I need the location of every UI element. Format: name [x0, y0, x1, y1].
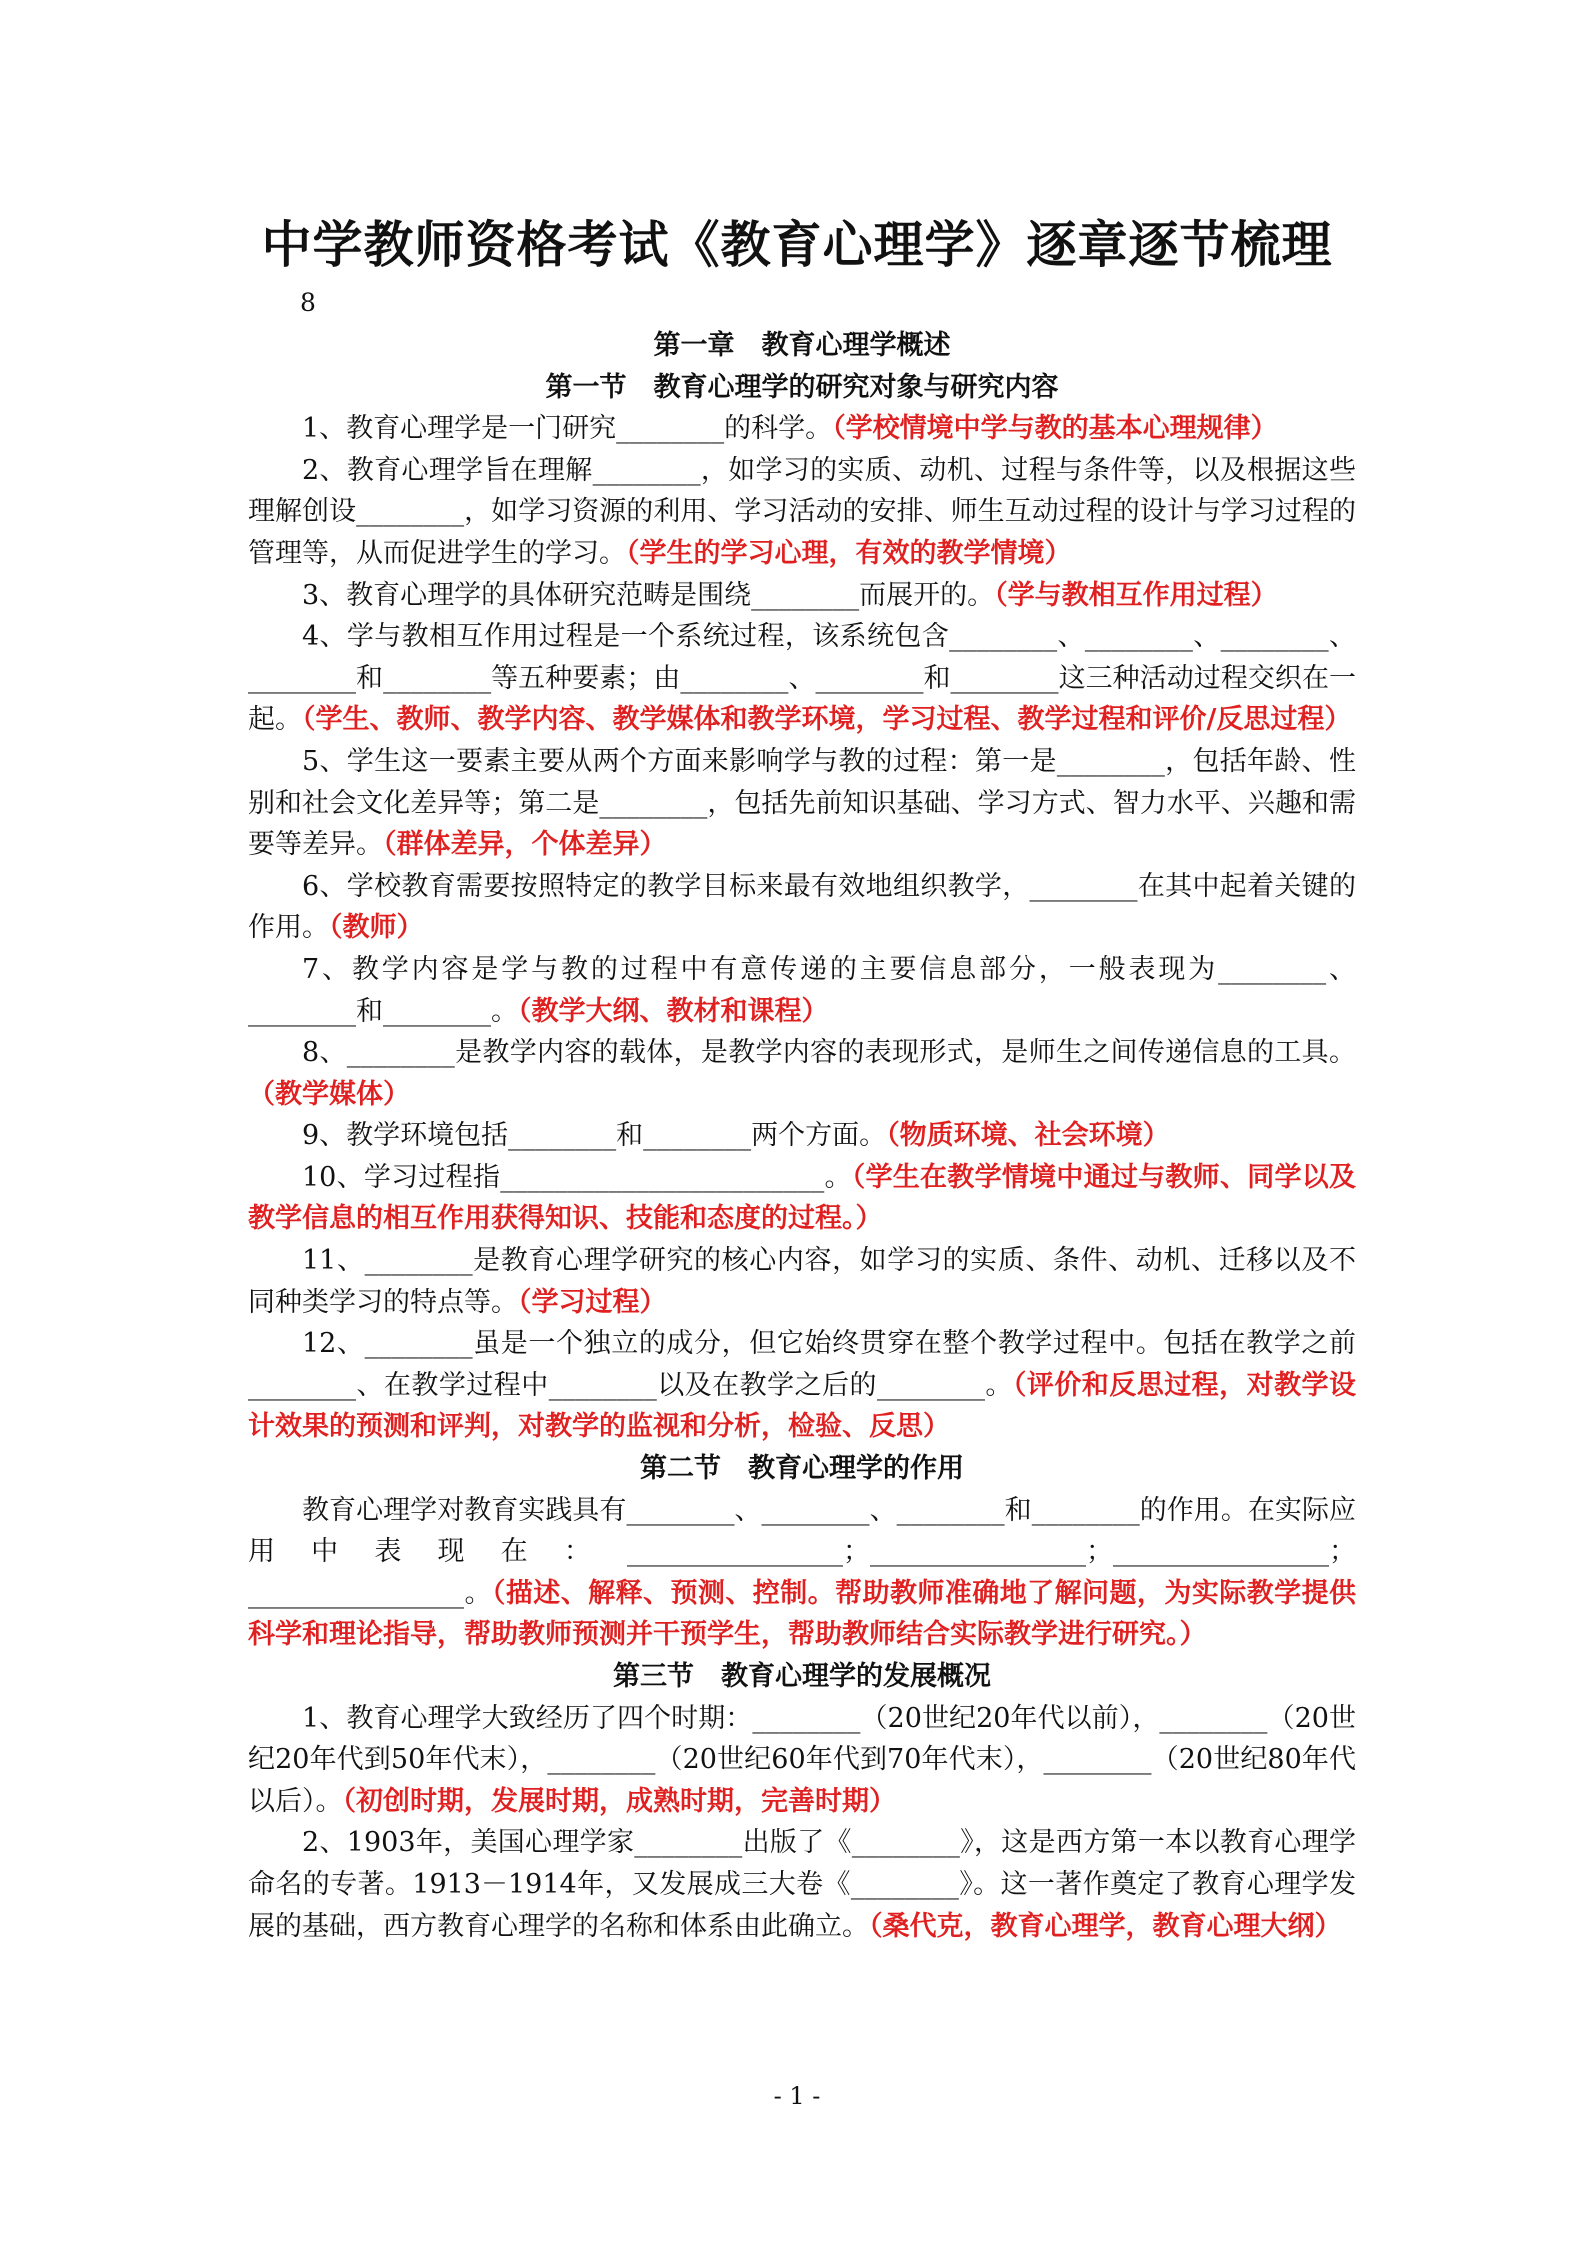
question-text: 2、教育心理学旨在理解________，如学习的实质、动机、过程与条件等，以及根据这些理解创设________，如学习资源的利用、学习活动的安排、师生互动过程的设计与学习过程的管理等，从而促进学生的学习。: [248, 454, 1356, 569]
page-number: - 1 -: [773, 2082, 821, 2110]
answer-text: （教学媒体）: [248, 1078, 410, 1110]
answer-text: （教师）: [329, 912, 424, 944]
question-text: 教育心理学对教育实践具有________、________、________和________的作用。在实际应用中表现在：________________；________________；________________；________________。: [248, 1494, 1356, 1609]
question-item: [248, 1490, 1356, 1656]
question-text: 8、________是教学内容的载体，是教学内容的表现形式，是师生之间传递信息的工具。: [302, 1037, 1356, 1069]
document-body: [248, 325, 1356, 1947]
question-text: 6、学校教育需要按照特定的教学目标来最有效地组织教学，________在其中起着关键的作用。: [248, 870, 1356, 944]
answer-text: （学生、教师、教学内容、教学媒体和教学环境，学习过程、教学过程和评价/反思过程）: [302, 704, 1352, 736]
answer-text: （评价和反思过程，对教学设计效果的预测和评判，对教学的监视和分析，检验、反思）: [248, 1369, 1357, 1443]
question-text: 5、学生这一要素主要从两个方面来影响学与教的过程：第一是________，包括年龄、性别和社会文化差异等；第二是________，包括先前知识基础、学习方式、智力水平、兴趣和需要等差异。: [248, 745, 1356, 861]
question-item: [248, 741, 1356, 866]
answer-text: （物质环境、社会环境）: [886, 1120, 1170, 1152]
question-item: [248, 1032, 1356, 1115]
chapter-heading: 第一章 教育心理学概述: [653, 330, 951, 361]
answer-text: （桑代克，教育心理学，教育心理大纲）: [869, 1910, 1342, 1942]
answer-text: （学生的学习心理，有效的教学情境）: [626, 537, 1072, 569]
question-item: [248, 1157, 1356, 1240]
question-item: [248, 1115, 1356, 1157]
question-text: 9、教学环境包括________和________两个方面。: [302, 1120, 887, 1152]
question-text: 4、学与教相互作用过程是一个系统过程，该系统包含________、________、________、________和________等五种要素；由________、________和________这三种活动过程交织在一起。: [248, 621, 1356, 736]
answer-text: （学与教相互作用过程）: [994, 579, 1278, 611]
question-item: [248, 1822, 1356, 1947]
section-heading: 第一节 教育心理学的研究对象与研究内容: [545, 371, 1059, 403]
question-item: [248, 1240, 1356, 1323]
question-item: [248, 866, 1356, 949]
answer-text: （学习过程）: [518, 1286, 667, 1318]
question-item: [248, 450, 1356, 575]
question-item: [248, 1698, 1356, 1823]
question-item: [248, 408, 1356, 450]
question-item: [248, 575, 1356, 617]
answer-text: （学校情境中学与教的基本心理规律）: [832, 413, 1278, 445]
answer-text: （描述、解释、预测、控制。帮助教师准确地了解问题，为实际教学提供科学和理论指导，帮助教师预测并干预学生，帮助教师结合实际教学进行研究。）: [248, 1577, 1357, 1651]
question-item: [248, 1323, 1356, 1448]
question-item: [248, 616, 1356, 741]
question-text: 1、教育心理学大致经历了四个时期：________（20世纪20年代以前），________（20世纪20年代到50年代末），________（20世纪60年代到70年代末），________（20世纪80年代以后）。: [248, 1702, 1356, 1817]
section-heading: 第二节 教育心理学的作用: [640, 1453, 964, 1485]
section-heading: 第三节 教育心理学的发展概况: [613, 1661, 991, 1692]
answer-text: （教学大纲、教材和课程）: [518, 995, 829, 1027]
answer-text: （初创时期，发展时期，成熟时期，完善时期）: [342, 1785, 896, 1817]
document-title: 中学教师资格考试《教育心理学》逐章逐节梳理: [261, 215, 1333, 274]
question-text: 2、1903年，美国心理学家________出版了《________》，这是西方第一本以教育心理学命名的专著。1913－1914年，又发展成三大卷《________》。这一著作奠定了教育心理学发展的基础，西方教育心理学的名称和体系由此确立。: [248, 1827, 1356, 1942]
question-text: 11、________是教育心理学研究的核心内容，如学习的实质、条件、动机、迁移以及不同种类学习的特点等。: [248, 1245, 1356, 1318]
question-text: 10、学习过程指________________________。: [302, 1161, 852, 1193]
page-mark: 8: [300, 288, 316, 317]
question-text: 12、________虽是一个独立的成分，但它始终贯穿在整个教学过程中。包括在教学之前________、在教学过程中________以及在教学之后的________。: [248, 1328, 1356, 1401]
answer-text: （学生在教学情境中通过与教师、同学以及教学信息的相互作用获得知识、技能和态度的过程。）: [248, 1161, 1357, 1235]
question-text: 3、教育心理学的具体研究范畴是围绕________而展开的。: [302, 579, 995, 611]
question-item: [248, 949, 1356, 1032]
answer-text: （群体差异，个体差异）: [383, 829, 667, 861]
question-text: 7、教学内容是学与教的过程中有意传递的主要信息部分，一般表现为________、________和________。: [248, 953, 1356, 1027]
question-text: 1、教育心理学是一门研究________的科学。: [302, 413, 833, 445]
